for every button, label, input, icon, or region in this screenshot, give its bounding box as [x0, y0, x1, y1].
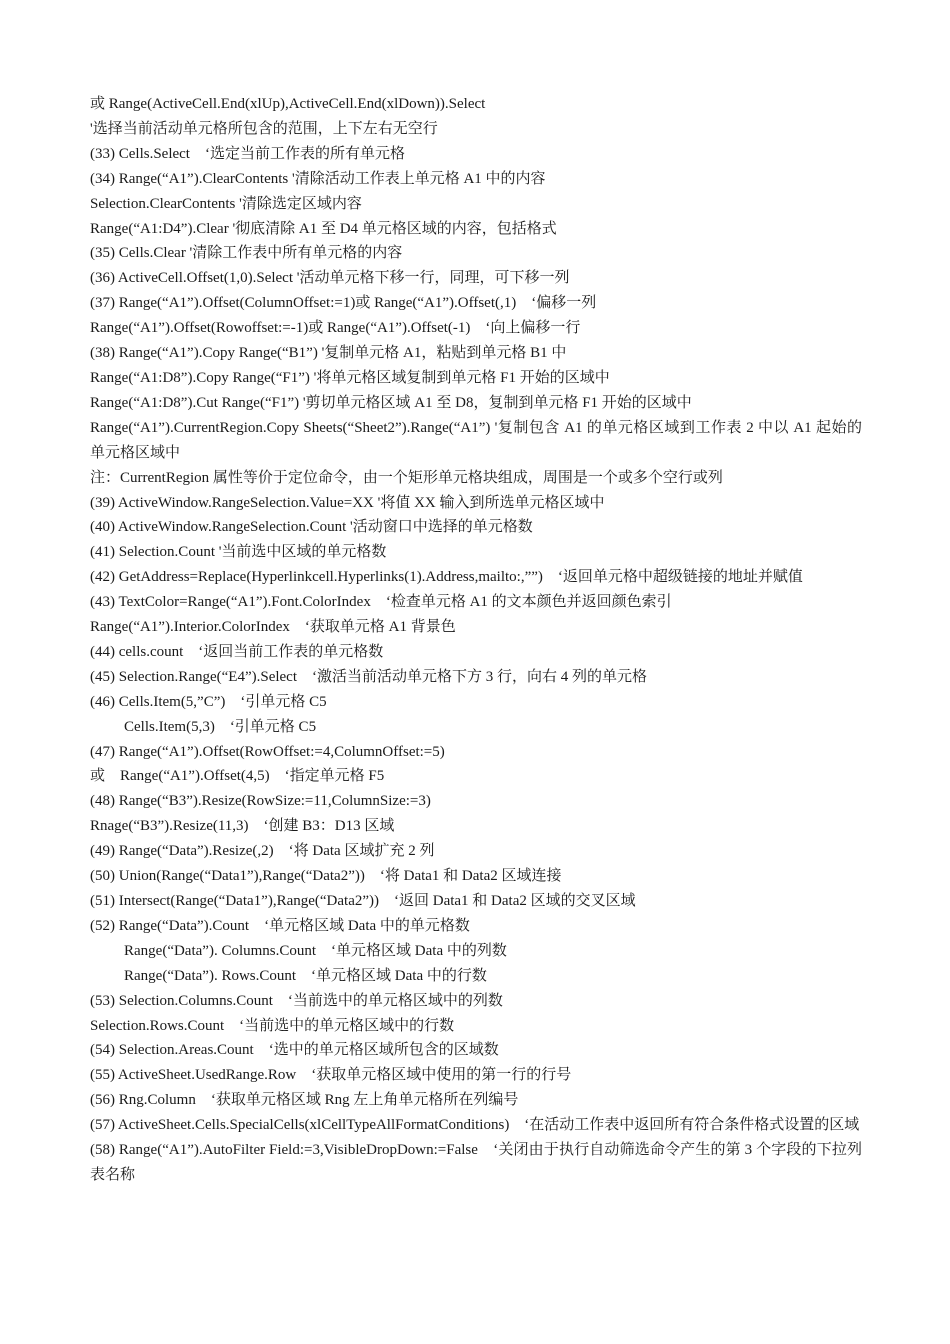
text-line: Cells.Item(5,3) ‘引单元格 C5 [124, 718, 317, 735]
text-line: (51) Intersect(Range(“Data1”),Range(“Data2”)) ‘返回 Data1 和 Data2 区域的交叉区域 [90, 893, 636, 909]
text-line: (58) Range(“A1”).AutoFilter Field:=3,VisibleDropDown:=False ‘关闭由于执行自动筛选命令产生的第 3 个字段的下拉列表名称 [90, 1142, 862, 1183]
text-line: Range(“A1:D4”).Clear '彻底清除 A1 至 D4 单元格区域的内容，包括格式 [90, 220, 557, 237]
text-line: (43) TextColor=Range(“A1”).Font.ColorIndex ‘检查单元格 A1 的文本颜色并返回颜色索引 [90, 594, 672, 611]
text-line: Range(“A1”).Interior.ColorIndex ‘获取单元格 A1 背景色 [90, 619, 456, 636]
text-line: 或 Range(“A1”).Offset(4,5) ‘指定单元格 F5 [90, 768, 385, 785]
text-line: 注：CurrentRegion 属性等价于定位命令，由一个矩形单元格块组成，周围是一个或多个空行或列 [90, 469, 723, 486]
text-line: Range(“Data”). Columns.Count ‘单元格区域 Data 中的列数 [124, 942, 507, 959]
text-line: Range(“Data”). Rows.Count ‘单元格区域 Data 中的行数 [124, 967, 487, 984]
text-line: (52) Range(“Data”).Count ‘单元格区域 Data 中的单元格数 [90, 917, 470, 934]
text-line: (48) Range(“B3”).Resize(RowSize:=11,ColumnSize:=3) [90, 793, 431, 810]
text-line: (38) Range(“A1”).Copy Range(“B1”) '复制单元格 A1，粘贴到单元格 B1 中 [90, 345, 567, 362]
text-line: (42) GetAddress=Replace(Hyperlinkcell.Hyperlinks(1).Address,mailto:,””) ‘返回单元格中超级链接的地址并赋值 [90, 569, 803, 586]
text-line: (33) Cells.Select ‘选定当前工作表的所有单元格 [90, 145, 405, 162]
text-line: Range(“A1”).Offset(Rowoffset:=-1)或 Range(“A1”).Offset(-1) ‘向上偏移一行 [90, 320, 581, 337]
text-line: (40) ActiveWindow.RangeSelection.Count '活动窗口中选择的单元格数 [90, 519, 533, 536]
text-line: (56) Rng.Column ‘获取单元格区域 Rng 左上角单元格所在列编号 [90, 1092, 519, 1109]
text-line: (37) Range(“A1”).Offset(ColumnOffset:=1)或 Range(“A1”).Offset(,1) ‘偏移一列 [90, 295, 597, 312]
text-line: Range(“A1:D8”).Cut Range(“F1”) '剪切单元格区域 A1 至 D8，复制到单元格 F1 开始的区域中 [90, 394, 692, 411]
text-line: (47) Range(“A1”).Offset(RowOffset:=4,ColumnOffset:=5) [90, 743, 445, 760]
text-line: Selection.ClearContents '清除选定区域内容 [90, 195, 362, 212]
text-line: (57) ActiveSheet.Cells.SpecialCells(xlCellTypeAllFormatConditions) ‘在活动工作表中返回所有符合条件格式设置的区域 [90, 1117, 860, 1134]
text-line: (50) Union(Range(“Data1”),Range(“Data2”)) ‘将 Data1 和 Data2 区域连接 [90, 868, 562, 885]
text-line: (46) Cells.Item(5,”C”) ‘引单元格 C5 [90, 693, 327, 710]
text-line: (55) ActiveSheet.UsedRange.Row ‘获取单元格区域中使用的第一行的行号 [90, 1067, 572, 1084]
text-line: (34) Range(“A1”).ClearContents '清除活动工作表上单元格 A1 中的内容 [90, 170, 546, 187]
text-line: Range(“A1:D8”).Copy Range(“F1”) '将单元格区域复制到单元格 F1 开始的区域中 [90, 369, 610, 386]
text-line: (54) Selection.Areas.Count ‘选中的单元格区域所包含的区域数 [90, 1042, 499, 1059]
text-line: (35) Cells.Clear '清除工作表中所有单元格的内容 [90, 245, 403, 262]
text-line: (41) Selection.Count '当前选中区域的单元格数 [90, 544, 387, 561]
text-line: (45) Selection.Range(“E4”).Select ‘激活当前活动单元格下方 3 行，向右 4 列的单元格 [90, 668, 647, 685]
text-line: Selection.Rows.Count ‘当前选中的单元格区域中的行数 [90, 1017, 455, 1034]
text-line: (36) ActiveCell.Offset(1,0).Select '活动单元格下移一行，同理，可下移一列 [90, 270, 570, 287]
text-line: Rnage(“B3”).Resize(11,3) ‘创建 B3：D13 区域 [90, 818, 395, 835]
text-line: (49) Range(“Data”).Resize(,2) ‘将 Data 区域扩充 2 列 [90, 843, 435, 860]
text-line: 或 Range(ActiveCell.End(xlUp),ActiveCell.End(xlDown)).Select [90, 96, 486, 112]
text-line: (44) cells.count ‘返回当前工作表的单元格数 [90, 643, 384, 660]
text-line: Range(“A1”).CurrentRegion.Copy Sheets(“Sheet2”).Range(“A1”) '复制包含 A1 的单元格区域到工作表 2 中以 A1 起始的单元格区域中 [90, 419, 862, 461]
text-line: (53) Selection.Columns.Count ‘当前选中的单元格区域中的列数 [90, 992, 503, 1009]
text-line: (39) ActiveWindow.RangeSelection.Value=XX '将值 XX 输入到所选单元格区域中 [90, 494, 605, 511]
text-line: '选择当前活动单元格所包含的范围，上下左右无空行 [90, 120, 438, 137]
